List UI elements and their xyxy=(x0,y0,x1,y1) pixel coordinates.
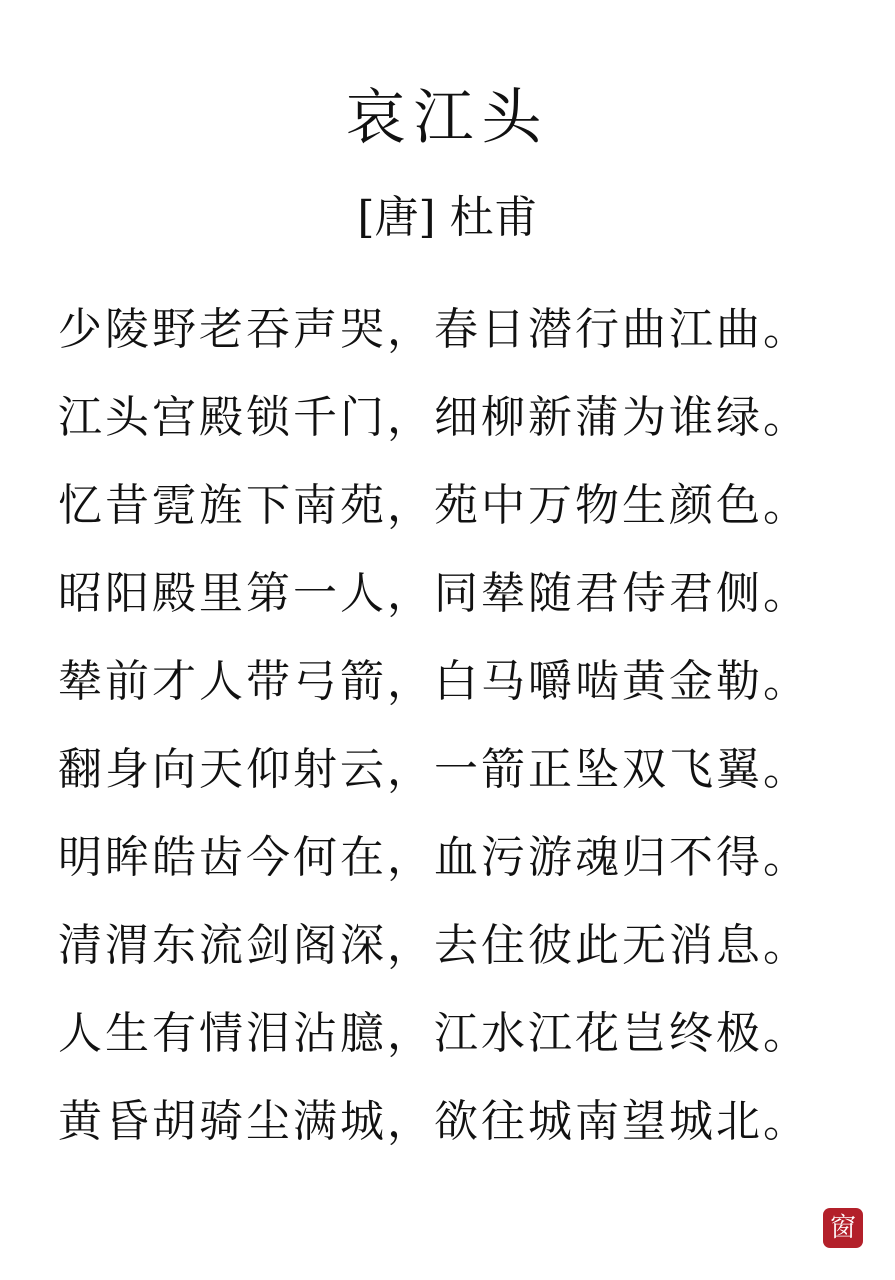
poem-line-1: 少陵野老吞声哭，春日潜行曲江曲。 xyxy=(58,304,810,355)
poem-line-3: 忆昔霓旌下南苑，苑中万物生颜色。 xyxy=(58,480,810,531)
poem-line-10: 黄昏胡骑尘满城，欲往城南望城北。 xyxy=(58,1096,810,1147)
poem-lines xyxy=(58,286,878,1166)
poem-title: 哀江头 xyxy=(345,83,550,153)
poem-line-4: 昭阳殿里第一人，同辇随君侍君侧。 xyxy=(58,568,810,619)
poem-line-7: 明眸皓齿今何在，血污游魂归不得。 xyxy=(58,832,810,883)
poem-author: [唐] 杜甫 xyxy=(357,192,538,243)
poem-line-8: 清渭东流剑阁深，去住彼此无消息。 xyxy=(58,920,810,971)
poem-line-5: 辇前才人带弓箭，白马嚼啮黄金勒。 xyxy=(58,656,810,707)
poem-line-2: 江头宫殿锁千门，细柳新蒲为谁绿。 xyxy=(58,392,810,443)
poem-line-9: 人生有情泪沾臆，江水江花岂终极。 xyxy=(58,1008,810,1059)
seal-stamp: 窗 xyxy=(823,1208,863,1248)
poem-line-6: 翻身向天仰射云，一箭正坠双飞翼。 xyxy=(58,744,810,795)
